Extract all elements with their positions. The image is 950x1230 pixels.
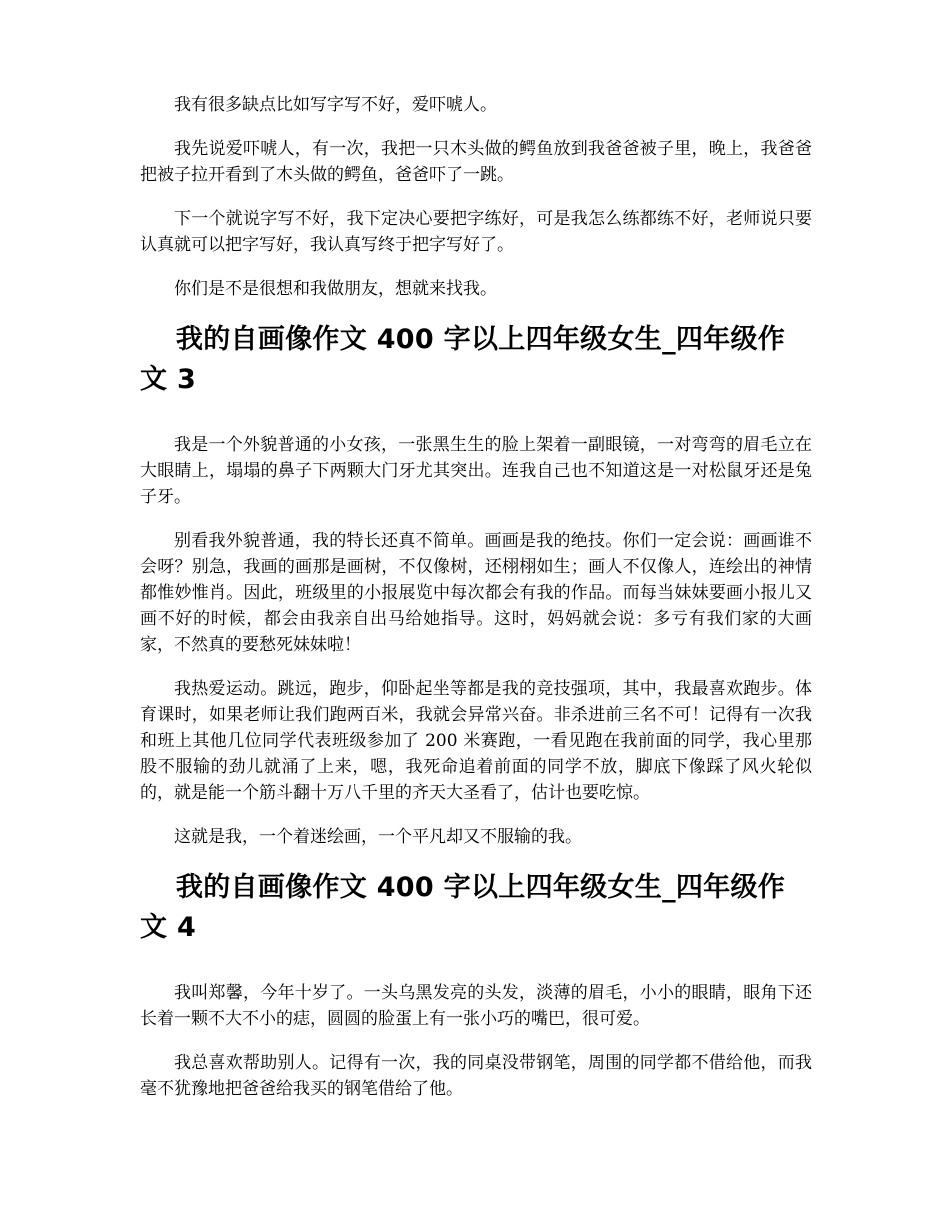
section-heading: 我的自画像作文 400 字以上四年级女生_四年级作文 3 bbox=[140, 324, 786, 395]
paragraph: 我有很多缺点比如写字写不好，爱吓唬人。 bbox=[174, 95, 497, 115]
paragraph: 我先说爱吓唬人，有一次，我把一只木头做的鳄鱼放到我爸爸被子里，晚上，我爸爸把被子拉开看到了木头做的鳄鱼，爸爸吓了一跳。 bbox=[140, 139, 812, 185]
paragraph: 我是一个外貌普通的小女孩，一张黑生生的脸上架着一副眼镜，一对弯弯的眉毛立在大眼睛上，塌塌的鼻子下两颗大门牙尤其突出。连我自己也不知道这是一对松鼠牙还是兔子牙。 bbox=[140, 435, 812, 507]
section-heading: 我的自画像作文 400 字以上四年级女生_四年级作文 4 bbox=[140, 872, 786, 943]
paragraph: 我热爱运动。跳远，跑步，仰卧起坐等都是我的竞技强项，其中，我最喜欢跑步。体育课时，如果老师让我们跑两百米，我就会异常兴奋。非杀进前三名不可！记得有一次我和班上其他几位同学代表班级参加了 200 米赛跑，一看见跑在我前面的同学，我心里那股不服输的劲儿就涌了上来，嗯，我死命追着前面的同学不放，脚底下像踩了风火轮似的，就是能一个筋斗翻十万八千里的齐天大圣看了，估计也要吃惊。 bbox=[140, 679, 812, 803]
paragraph: 你们是不是很想和我做朋友，想就来找我。 bbox=[174, 279, 497, 299]
document-page bbox=[140, 92, 812, 1120]
paragraph: 下一个就说字写不好，我下定决心要把字练好，可是我怎么练都练不好，老师说只要认真就可以把字写好，我认真写终于把字写好了。 bbox=[140, 209, 812, 255]
paragraph: 我叫郑馨，今年十岁了。一头乌黑发亮的头发，淡薄的眉毛，小小的眼睛，眼角下还长着一颗不大不小的痣，圆圆的脸蛋上有一张小巧的嘴巴，很可爱。 bbox=[140, 983, 812, 1029]
paragraph: 我总喜欢帮助别人。记得有一次，我的同桌没带钢笔，周围的同学都不借给他，而我毫不犹豫地把爸爸给我买的钢笔借给了他。 bbox=[140, 1053, 812, 1099]
paragraph: 这就是我，一个着迷绘画，一个平凡却又不服输的我。 bbox=[174, 827, 582, 847]
paragraph: 别看我外貌普通，我的特长还真不简单。画画是我的绝技。你们一定会说：画画谁不会呀？别急，我画的画那是画树，不仅像树，还栩栩如生；画人不仅像人，连绘出的神情都惟妙惟肖。因此，班级里的小报展览中每次都会有我的作品。而每当妹妹要画小报儿又画不好的时候，都会由我亲自出马给她指导。这时，妈妈就会说：多亏有我们家的大画家，不然真的要愁死妹妹啦！ bbox=[140, 531, 812, 655]
